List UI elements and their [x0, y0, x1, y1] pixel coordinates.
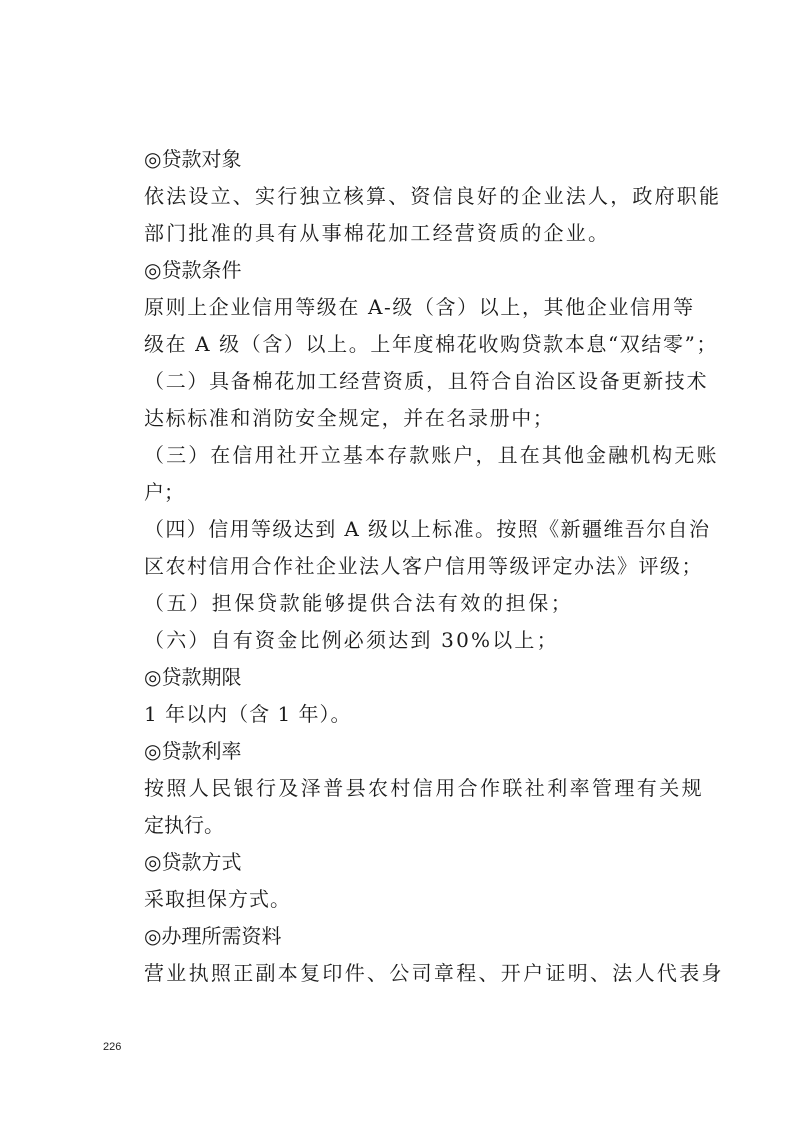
paragraph-line: 级在 A 级（含）以上。上年度棉花收购贷款本息“双结零”； [144, 332, 719, 356]
section-heading-loan-term: ◎贷款期限 [144, 665, 242, 689]
section-heading-required-materials: ◎办理所需资料 [144, 924, 282, 948]
list-item-6: （六）自有资金比例必须达到 30%以上； [144, 628, 559, 652]
list-item-3: （三）在信用社开立基本存款账户，且在其他金融机构无账 [144, 443, 719, 467]
paragraph-line: 按照人民银行及泽普县农村信用合作联社利率管理有关规 [144, 776, 704, 800]
paragraph-line: 营业执照正副本复印件、公司章程、开户证明、法人代表身 [144, 961, 724, 985]
paragraph-line: 原则上企业信用等级在 A-级（含）以上，其他企业信用等 [144, 295, 695, 319]
list-item-5: （五）担保贷款能够提供合法有效的担保； [144, 591, 574, 615]
paragraph-line: 户； [144, 480, 184, 504]
paragraph-line: 依法设立、实行独立核算、资信良好的企业法人，政府职能 [144, 184, 722, 208]
section-heading-loan-conditions: ◎贷款条件 [144, 258, 242, 282]
list-item-2: （二）具备棉花加工经营资质，且符合自治区设备更新技术 [144, 369, 709, 393]
paragraph-line: 定执行。 [144, 813, 224, 837]
section-heading-interest-rate: ◎贷款利率 [144, 739, 242, 763]
list-item-4: （四）信用等级达到 A 级以上标准。按照《新疆维吾尔自治 [144, 517, 711, 541]
paragraph-line: 达标标准和消防安全规定，并在名录册中； [144, 406, 555, 430]
section-heading-loan-target: ◎贷款对象 [144, 147, 242, 171]
paragraph-line: 1 年以内（含 1 年）。 [144, 702, 352, 726]
paragraph-line: 部门批准的具有从事棉花加工经营资质的企业。 [144, 221, 611, 245]
paragraph-line: 采取担保方式。 [144, 887, 291, 911]
paragraph-line: 区农村信用合作社企业法人客户信用等级评定办法》评级； [144, 554, 703, 578]
section-heading-loan-method: ◎贷款方式 [144, 850, 242, 874]
page-number: 226 [103, 1041, 122, 1053]
